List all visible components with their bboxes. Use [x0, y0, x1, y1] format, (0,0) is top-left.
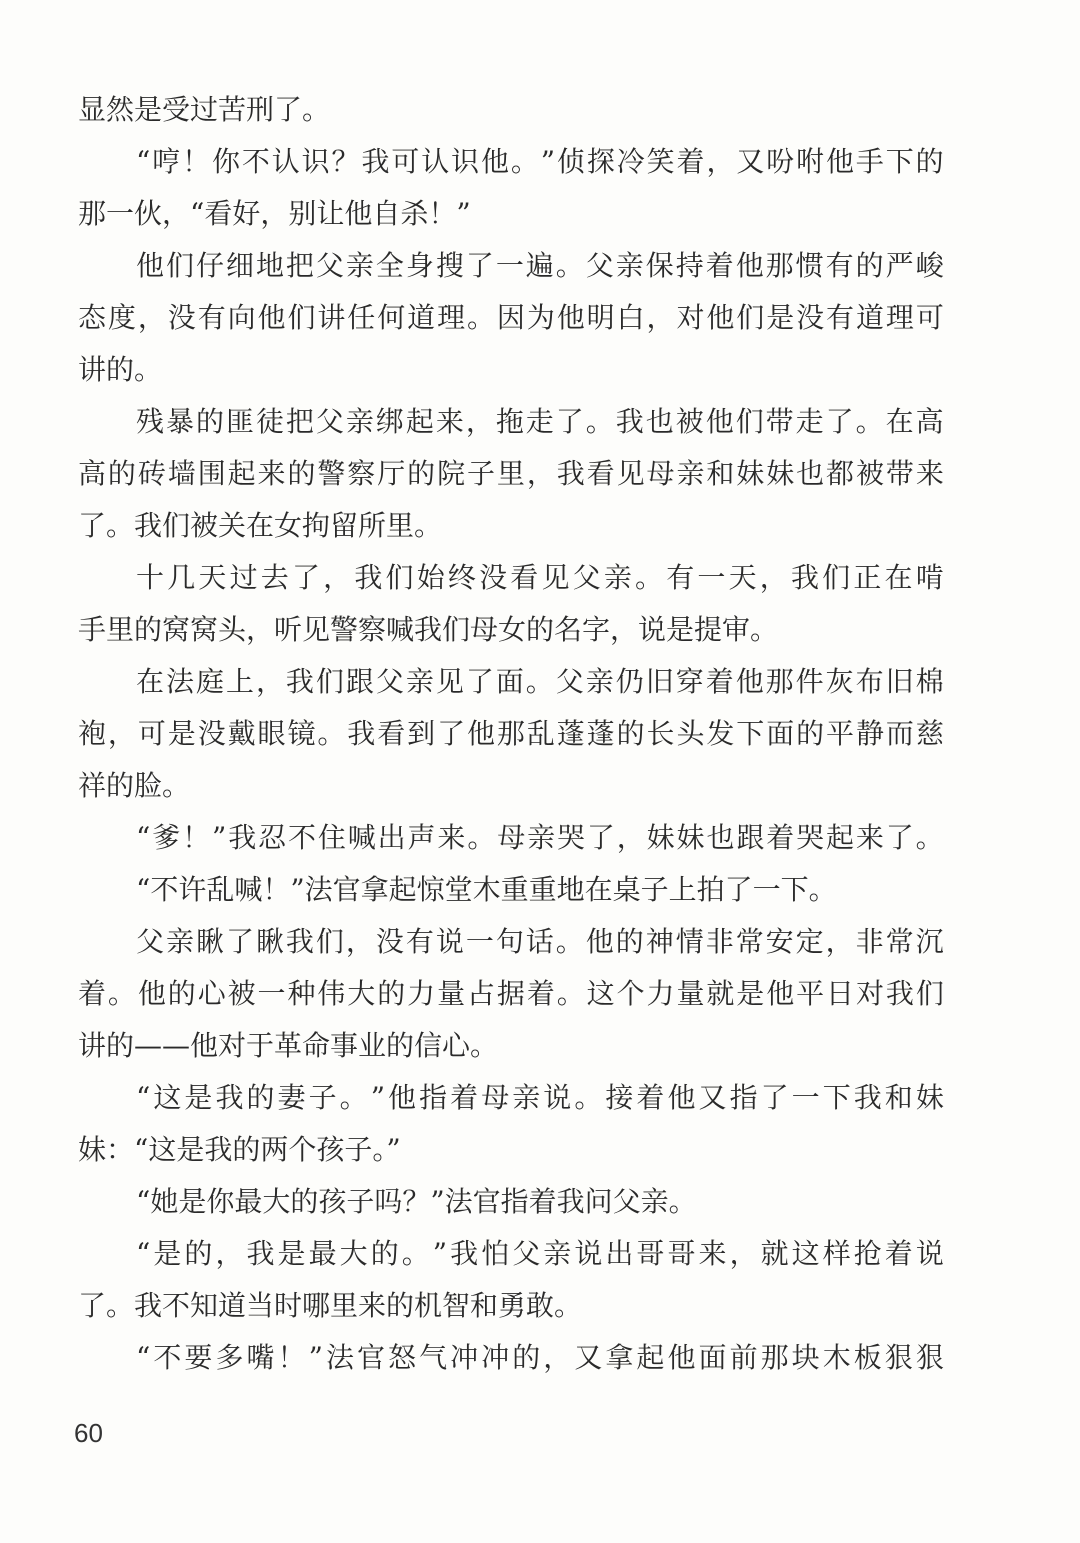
text-line: 了。我不知道当时哪里来的机智和勇敢。	[78, 1289, 583, 1322]
text-line: “ 不 要 多 嘴 ！ ” 法 官 怒 气 冲 冲 的 ， 又 拿 起 他 面 前 那 块 木 板 狠 狠	[136, 1341, 944, 1374]
text-line: “她是你最大的孩子吗？”法官指着我问父亲。	[136, 1185, 697, 1218]
text-line: 那一伙，“看好，别让他自杀！”	[78, 197, 471, 230]
text-line: 着 。 他 的 心 被 一 种 伟 大 的 力 量 占 据 着 。 这 个 力 量 就 是 他 平 日 对 我 们	[78, 977, 944, 1010]
text-line: 父 亲 瞅 了 瞅 我 们 ， 没 有 说 一 句 话 。 他 的 神 情 非 常 安 定 ， 非 常 沉	[136, 925, 944, 958]
text-line: 态 度 ， 没 有 向 他 们 讲 任 何 道 理 。 因 为 他 明 白 ， 对 他 们 是 没 有 道 理 可	[78, 301, 944, 334]
text-line: “ 是 的 ， 我 是 最 大 的 。 ” 我 怕 父 亲 说 出 哥 哥 来 ， 就 这 样 抢 着 说	[136, 1237, 944, 1270]
body-text	[78, 84, 944, 1384]
text-line: 残 暴 的 匪 徒 把 父 亲 绑 起 来 ， 拖 走 了 。 我 也 被 他 们 带 走 了 。 在 高	[136, 405, 944, 438]
text-line: 讲的——他对于革命事业的信心。	[78, 1029, 499, 1062]
text-line: “ 哼 ！ 你 不 认 识 ？ 我 可 认 识 他 。 ” 侦 探 冷 笑 着 ， 又 吩 咐 他 手 下 的	[136, 145, 944, 178]
text-line: 妹：“这是我的两个孩子。”	[78, 1133, 401, 1166]
text-line: 袍 ， 可 是 没 戴 眼 镜 。 我 看 到 了 他 那 乱 蓬 蓬 的 长 头 发 下 面 的 平 静 而 慈	[78, 717, 944, 750]
text-line: “ 这 是 我 的 妻 子 。 ” 他 指 着 母 亲 说 。 接 着 他 又 指 了 一 下 我 和 妹	[136, 1081, 944, 1114]
text-line: “ 爹 ！ ” 我 忍 不 住 喊 出 声 来 。 母 亲 哭 了 ， 妹 妹 也 跟 着 哭 起 来 了 。	[136, 821, 944, 854]
text-line: 讲的。	[78, 353, 163, 386]
text-line: 在 法 庭 上 ， 我 们 跟 父 亲 见 了 面 。 父 亲 仍 旧 穿 着 他 那 件 灰 布 旧 棉	[136, 665, 944, 698]
text-line: 高 的 砖 墙 围 起 来 的 警 察 厅 的 院 子 里 ， 我 看 见 母 亲 和 妹 妹 也 都 被 带 来	[78, 457, 944, 490]
text-line: 显然是受过苦刑了。	[78, 93, 331, 126]
text-line: 手里的窝窝头，听见警察喊我们母女的名字，说是提审。	[78, 613, 779, 646]
text-line: 十 几 天 过 去 了 ， 我 们 始 终 没 看 见 父 亲 。 有 一 天 ， 我 们 正 在 啃	[136, 561, 944, 594]
text-line: 了。我们被关在女拘留所里。	[78, 509, 443, 542]
text-line: 他 们 仔 细 地 把 父 亲 全 身 搜 了 一 遍 。 父 亲 保 持 着 他 那 惯 有 的 严 峻	[136, 249, 944, 282]
page-number: 60	[74, 1418, 103, 1448]
text-line: 祥的脸。	[78, 769, 191, 802]
text-line: “不许乱喊！”法官拿起惊堂木重重地在桌子上拍了一下。	[136, 873, 837, 906]
